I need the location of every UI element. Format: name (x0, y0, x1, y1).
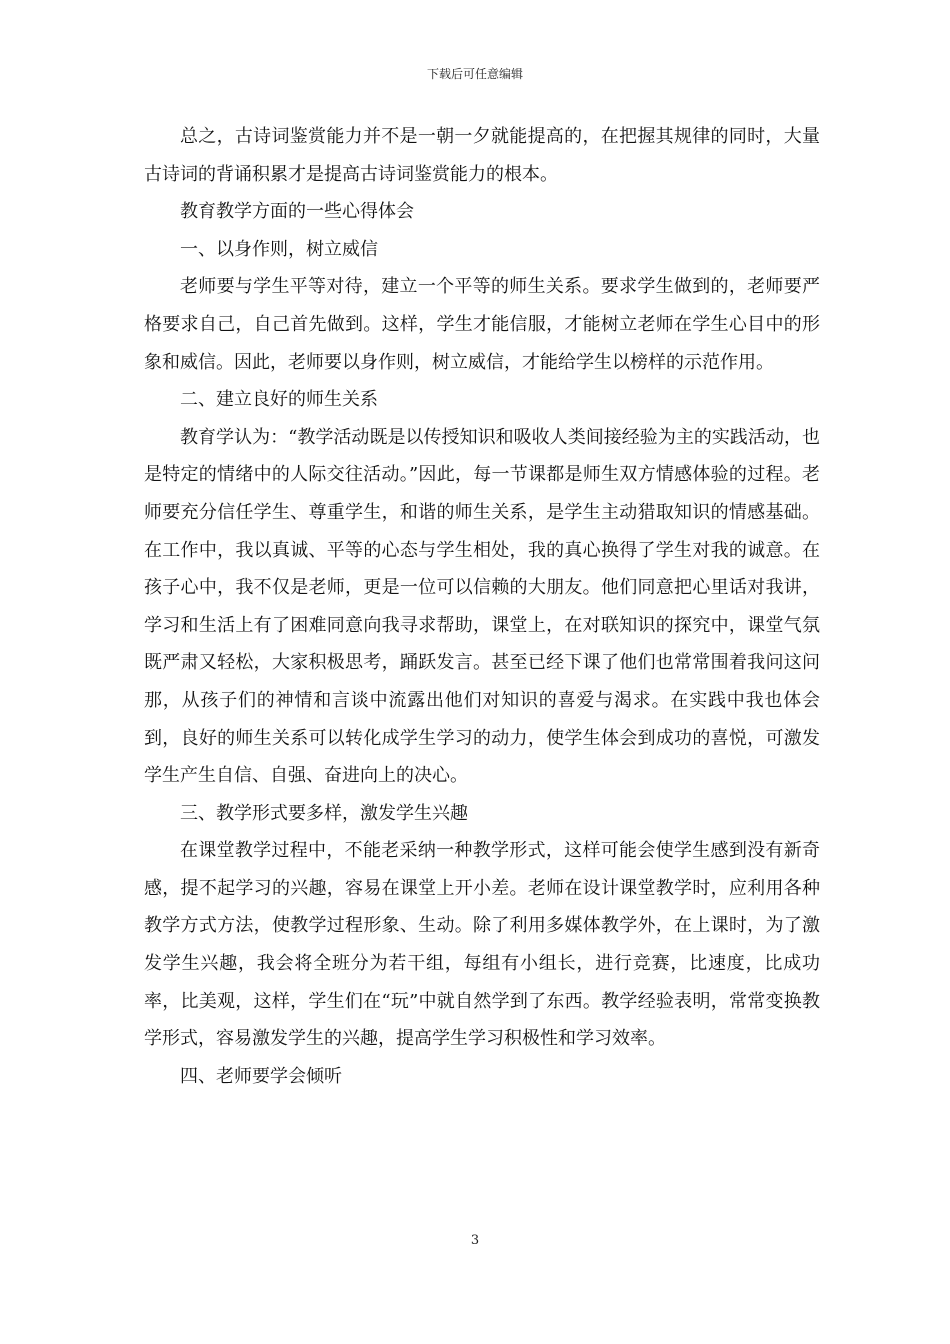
heading-2: 二、建立良好的师生关系 (180, 389, 378, 411)
heading-3: 三、教学形式要多样，激发学生兴趣 (180, 802, 468, 824)
paragraph-1: 老师要与学生平等对待，建立一个平等的师生关系。要求学生做到的，老师要严格要求自己，自己首先做到。这样，学生才能信服，才能树立老师在学生心目中的形象和威信。因此，老师要以身作则，树立威信，才能给学生以榜样的示范作用。 (144, 276, 820, 373)
page-header: 下载后可任意编辑 (426, 67, 523, 81)
paragraph-3: 在课堂教学过程中，不能老采纳一种教学形式，这样可能会使学生感到没有新奇感，提不起学习的兴趣，容易在课堂上开小差。老师在设计课堂教学时，应利用各种教学方式方法，使教学过程形象、生动。除了利用多媒体教学外，在上课时，为了激发学生兴趣，我会将全班分为若干组，每组有小组长，进行竞赛，比速度，比成功率，比美观，这样，学生们在“玩”中就自然学到了东西。教学经验表明，常常变换教学形式，容易激发学生的兴趣，提高学生学习积极性和学习效率。 (144, 840, 820, 1050)
paragraph-conclusion: 总之，古诗词鉴赏能力并不是一朝一夕就能提高的，在把握其规律的同时，大量古诗词的背诵积累才是提高古诗词鉴赏能力的根本。 (144, 126, 820, 185)
page-number: 3 (470, 1233, 480, 1248)
section-title: 教育教学方面的一些心得体会 (180, 201, 414, 223)
heading-4: 四、老师要学会倾听 (180, 1065, 342, 1087)
document-body (144, 118, 820, 1095)
heading-1: 一、以身作则，树立威信 (180, 238, 378, 260)
paragraph-2: 教育学认为：“教学活动既是以传授知识和吸收人类间接经验为主的实践活动，也是特定的情绪中的人际交往活动。”因此，每一节课都是师生双方情感体验的过程。老师要充分信任学生、尊重学生，和谐的师生关系，是学生主动猎取知识的情感基础。在工作中，我以真诚、平等的心态与学生相处，我的真心换得了学生对我的诚意。在孩子心中，我不仅是老师，更是一位可以信赖的大朋友。他们同意把心里话对我讲，学习和生活上有了困难同意向我寻求帮助，课堂上，在对联知识的探究中，课堂气氛既严肃又轻松，大家积极思考，踊跃发言。甚至已经下课了他们也常常围着我问这问那，从孩子们的神情和言谈中流露出他们对知识的喜爱与渴求。在实践中我也体会到，良好的师生关系可以转化成学生学习的动力，使学生体会到成功的喜悦，可激发学生产生自信、自强、奋进向上的决心。 (144, 426, 820, 787)
